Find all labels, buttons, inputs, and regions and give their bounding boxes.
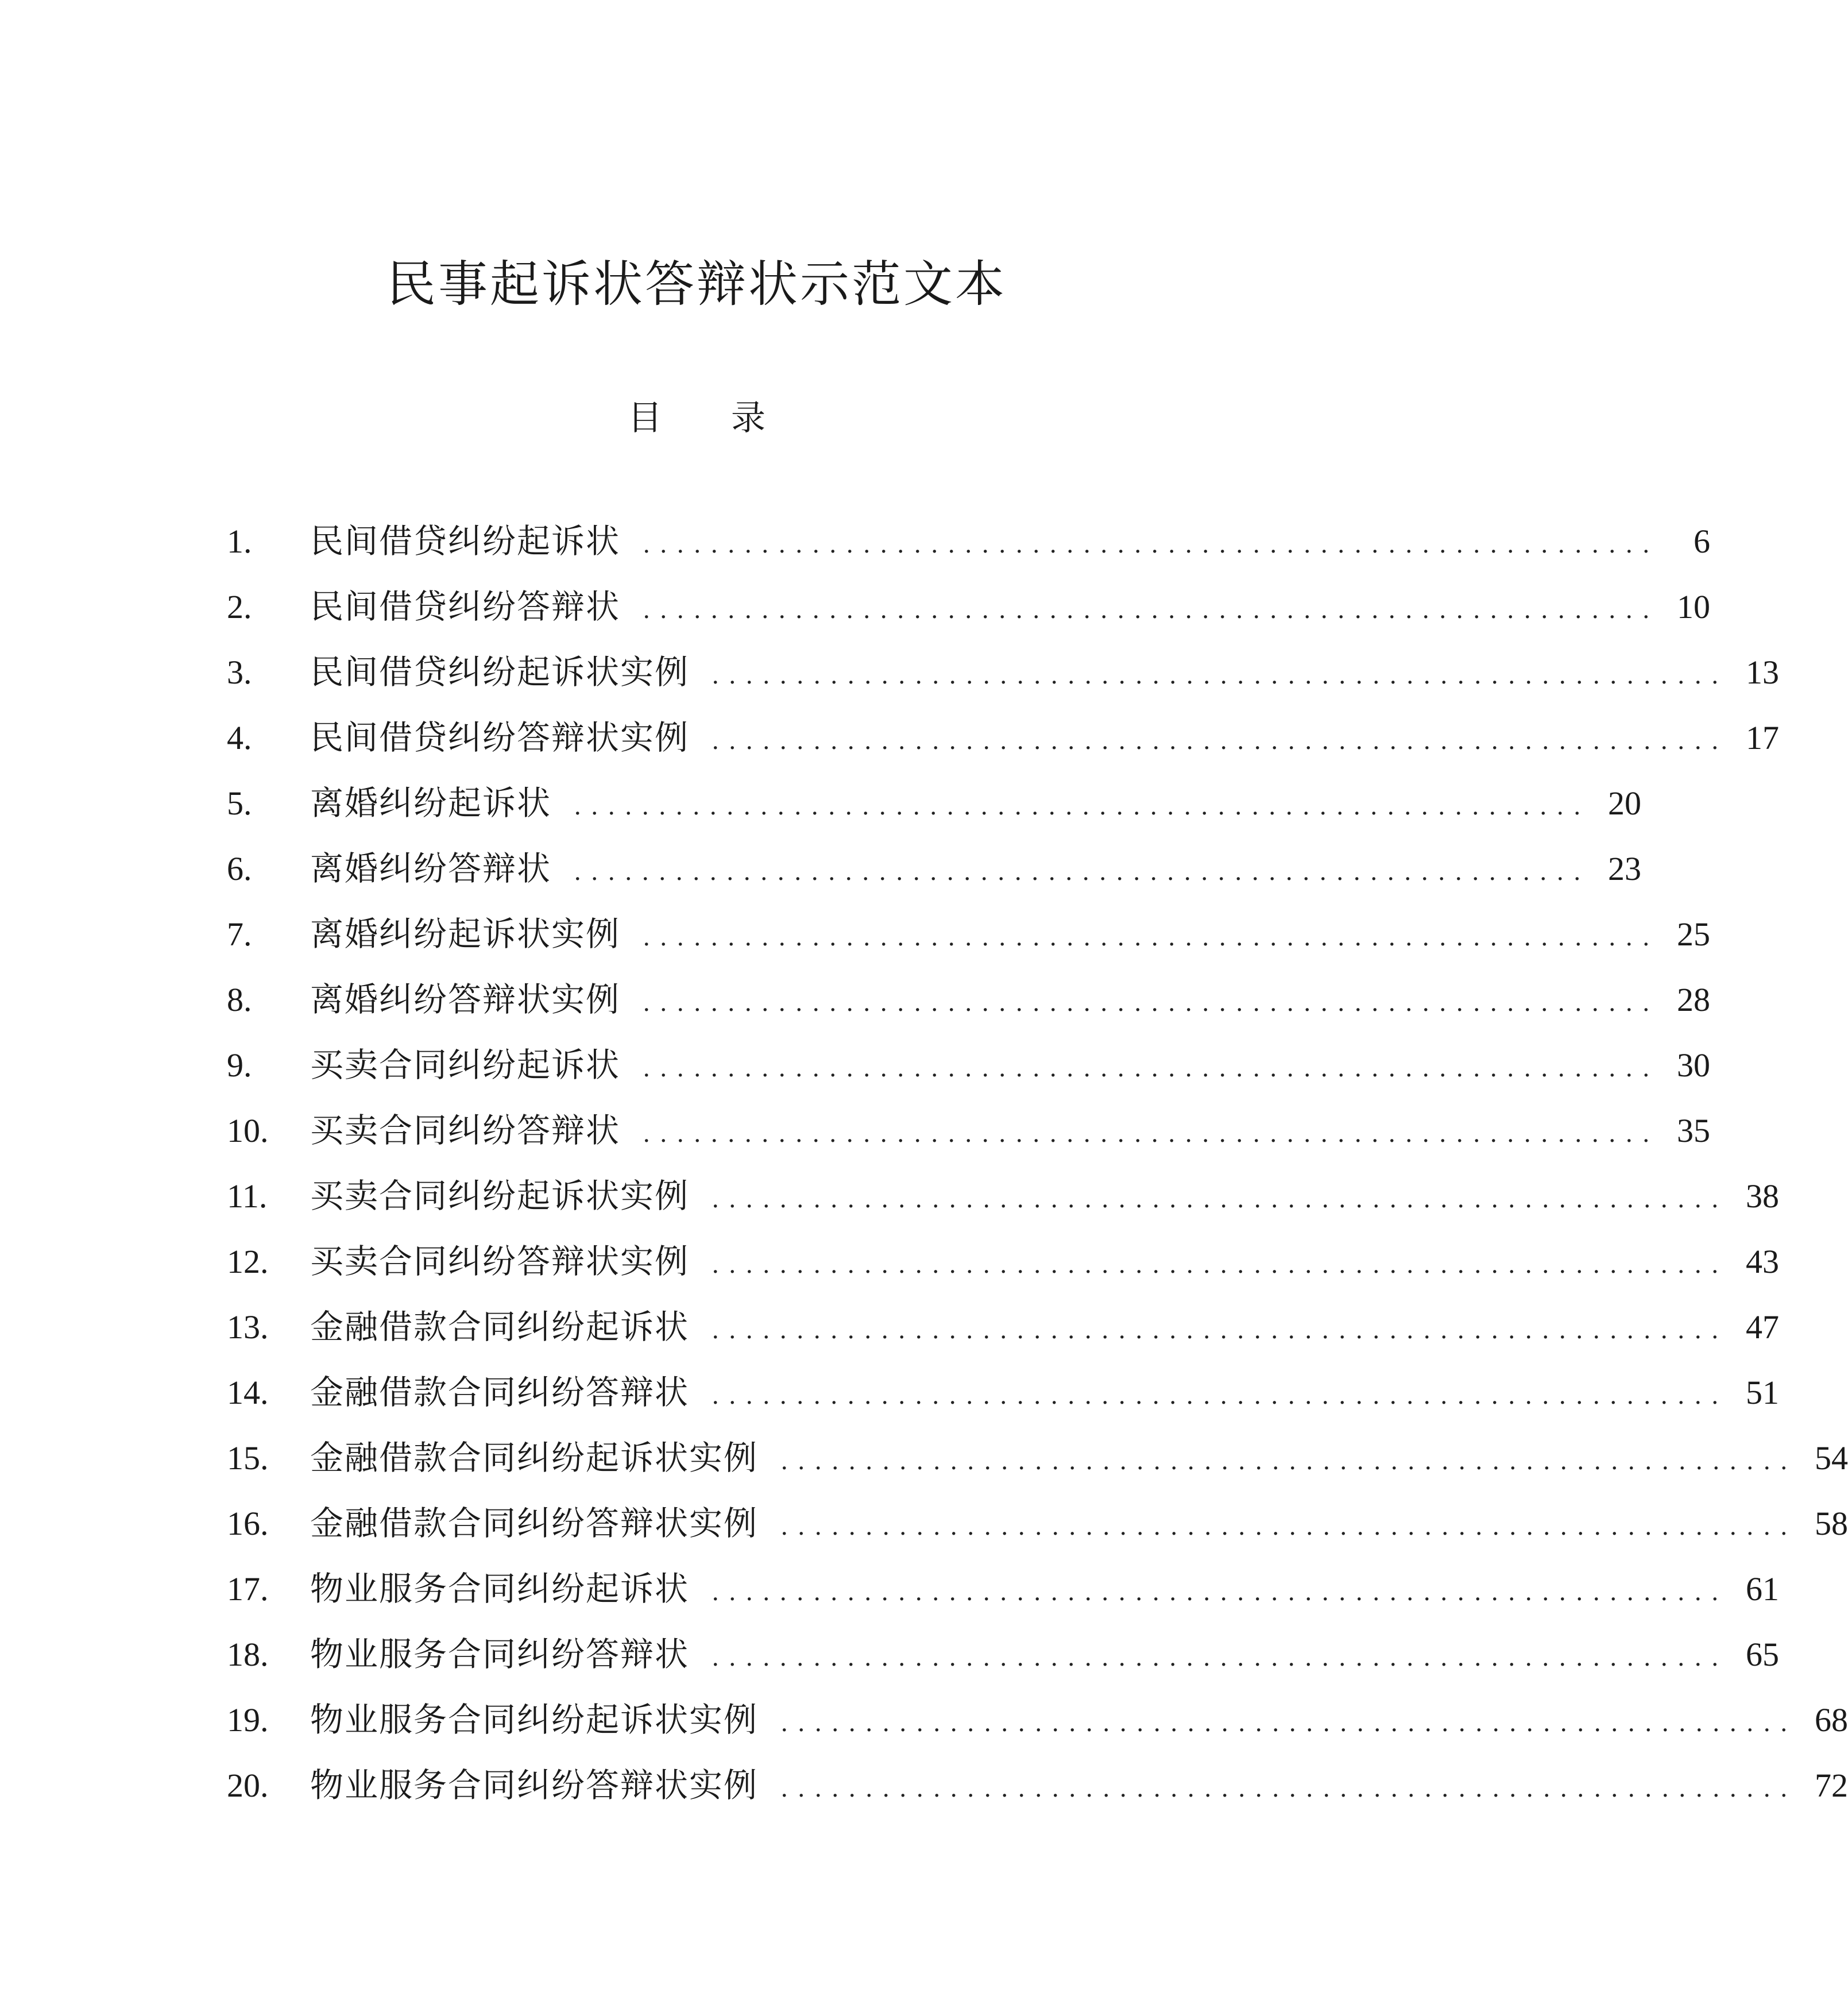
toc-entry-page: 28 (1677, 981, 1711, 1018)
dot-leader: ............................................................ (574, 856, 1591, 886)
toc-entry-title: 民间借贷纠纷起诉状实例 (310, 652, 690, 692)
toc-entry-title: 民间借贷纠纷答辩状 (310, 587, 621, 626)
toc-heading-left: 目 (628, 398, 662, 438)
toc-entry-number: 13. (227, 1308, 269, 1346)
toc-entry-page: 25 (1677, 916, 1711, 953)
dot-leader: ............................................................ (712, 1315, 1729, 1344)
toc-entry-number: 4. (227, 719, 252, 756)
toc-entry[interactable] (227, 1752, 1848, 1818)
toc-entry-title: 买卖合同纠纷起诉状 (310, 1045, 621, 1084)
toc-entry-page: 17 (1746, 719, 1780, 756)
toc-entry-title: 物业服务合同纠纷起诉状 (310, 1569, 690, 1608)
toc-entry[interactable] (227, 967, 1711, 1032)
toc-entry-title: 物业服务合同纠纷答辩状实例 (310, 1766, 759, 1805)
toc-entry-number: 5. (227, 785, 252, 822)
toc-entry-number: 3. (227, 654, 252, 691)
toc-entry-page: 54 (1815, 1439, 1848, 1477)
toc-entry-title: 买卖合同纠纷答辩状 (310, 1111, 621, 1150)
toc-entry[interactable] (227, 574, 1711, 639)
toc-entry-number: 11. (227, 1177, 268, 1215)
toc-entry-page: 61 (1746, 1570, 1780, 1608)
toc-entry-title: 金融借款合同纠纷答辩状 (310, 1373, 690, 1412)
toc-entry[interactable] (227, 770, 1642, 836)
toc-entry-page: 58 (1815, 1505, 1848, 1542)
toc-entry-title: 物业服务合同纠纷起诉状实例 (310, 1700, 759, 1739)
toc-entry-page: 30 (1677, 1046, 1711, 1084)
toc-entry-title: 金融借款合同纠纷起诉状实例 (310, 1438, 759, 1477)
dot-leader: ............................................................ (712, 1249, 1729, 1279)
toc-entry[interactable] (227, 1490, 1848, 1556)
toc-entry-number: 9. (227, 1046, 252, 1084)
toc-entry[interactable] (227, 901, 1711, 967)
toc-entry-title: 离婚纠纷答辩状 (310, 849, 552, 888)
toc-entry-number: 17. (227, 1570, 269, 1608)
dot-leader: ............................................................ (643, 922, 1660, 951)
toc-entry-page: 38 (1746, 1177, 1780, 1215)
toc-entry-number: 2. (227, 588, 252, 625)
toc-heading (0, 395, 1393, 441)
dot-leader: ............................................................ (781, 1773, 1798, 1802)
toc-entry-number: 19. (227, 1701, 269, 1739)
toc-entry[interactable] (227, 705, 1780, 770)
toc-entry-title: 离婚纠纷起诉状实例 (310, 914, 621, 953)
dot-leader: ............................................................ (643, 594, 1660, 624)
toc-entry-number: 16. (227, 1505, 269, 1542)
toc-entry[interactable] (227, 1163, 1780, 1229)
toc-entry-page: 35 (1677, 1112, 1711, 1149)
dot-leader: ............................................................ (712, 660, 1729, 689)
toc-entry-page: 13 (1746, 654, 1780, 691)
dot-leader: ............................................................ (643, 1118, 1660, 1148)
toc-entry[interactable] (227, 1687, 1848, 1752)
toc-entry-title: 离婚纠纷起诉状 (310, 783, 552, 822)
toc-entry-number: 18. (227, 1636, 269, 1673)
dot-leader: ............................................................ (643, 987, 1660, 1017)
toc-list (227, 508, 1848, 1818)
toc-entry-number: 6. (227, 850, 252, 887)
toc-entry-title: 买卖合同纠纷起诉状实例 (310, 1176, 690, 1215)
toc-entry-number: 8. (227, 981, 252, 1018)
toc-entry[interactable] (227, 1229, 1780, 1294)
toc-entry-number: 15. (227, 1439, 269, 1477)
toc-entry-page: 68 (1815, 1701, 1848, 1739)
toc-entry[interactable] (227, 508, 1711, 574)
toc-entry-number: 10. (227, 1112, 269, 1149)
dot-leader: ............................................................ (712, 1380, 1729, 1409)
toc-entry-number: 1. (227, 523, 252, 560)
toc-entry[interactable] (227, 1294, 1780, 1360)
toc-entry[interactable] (227, 1621, 1780, 1687)
toc-entry-title: 金融借款合同纠纷答辩状实例 (310, 1504, 759, 1543)
toc-entry-page: 6 (1694, 523, 1711, 560)
toc-entry-page: 20 (1608, 785, 1642, 822)
toc-entry-page: 47 (1746, 1308, 1780, 1346)
dot-leader: ............................................................ (574, 791, 1591, 820)
toc-entry-page: 65 (1746, 1636, 1780, 1673)
toc-entry-title: 买卖合同纠纷答辩状实例 (310, 1242, 690, 1281)
toc-entry-title: 离婚纠纷答辩状实例 (310, 980, 621, 1019)
toc-entry-page: 51 (1746, 1374, 1780, 1411)
toc-entry-title: 民间借贷纠纷答辩状实例 (310, 718, 690, 757)
dot-leader: ............................................................ (781, 1511, 1798, 1540)
toc-entry-page: 72 (1815, 1767, 1848, 1804)
toc-entry[interactable] (227, 1556, 1780, 1621)
dot-leader: ............................................................ (712, 1577, 1729, 1606)
toc-entry[interactable] (227, 639, 1780, 705)
page-title: 民事起诉状答辩状示范文本 (386, 256, 1007, 313)
dot-leader: ............................................................ (712, 1184, 1729, 1213)
dot-leader: ............................................................ (781, 1708, 1798, 1737)
dot-leader: ............................................................ (712, 725, 1729, 755)
toc-entry-number: 20. (227, 1767, 269, 1804)
toc-entry[interactable] (227, 836, 1642, 901)
toc-entry-page: 43 (1746, 1243, 1780, 1280)
toc-entry-title: 金融借款合同纠纷起诉状 (310, 1307, 690, 1346)
toc-entry[interactable] (227, 1032, 1711, 1098)
dot-leader: ............................................................ (781, 1446, 1798, 1475)
toc-entry-title: 民间借贷纠纷起诉状 (310, 522, 621, 561)
toc-entry[interactable] (227, 1425, 1848, 1490)
toc-entry[interactable] (227, 1360, 1780, 1425)
toc-entry-page: 10 (1677, 588, 1711, 625)
toc-entry-number: 14. (227, 1374, 269, 1411)
toc-entry-number: 12. (227, 1243, 269, 1280)
toc-entry-number: 7. (227, 916, 252, 953)
toc-entry[interactable] (227, 1098, 1711, 1163)
dot-leader: ............................................................ (712, 1642, 1729, 1671)
dot-leader: ............................................................ (643, 1053, 1660, 1082)
toc-heading-right: 录 (731, 398, 766, 438)
dot-leader: ............................................................ (643, 529, 1660, 558)
toc-entry-page: 23 (1608, 850, 1642, 887)
toc-entry-title: 物业服务合同纠纷答辩状 (310, 1635, 690, 1674)
